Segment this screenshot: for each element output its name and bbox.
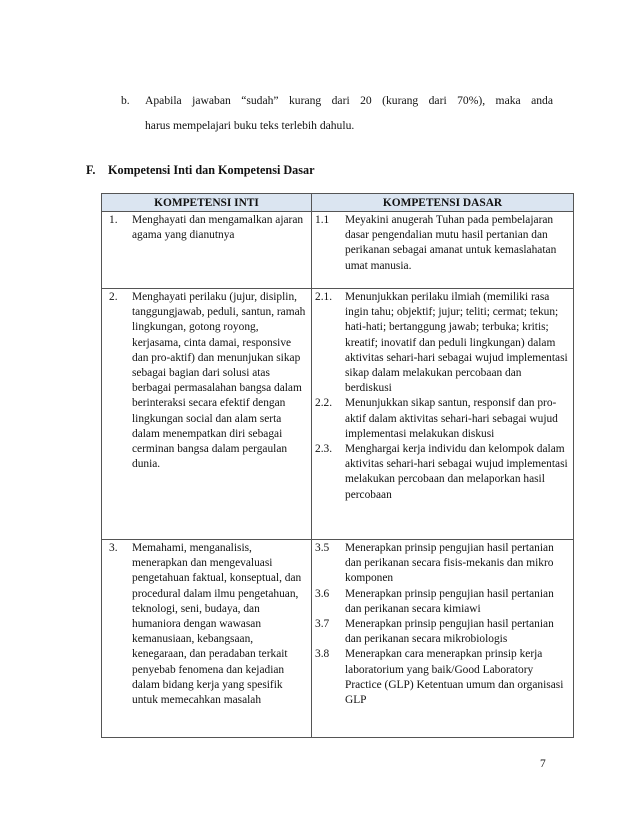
kd-cell	[312, 212, 574, 289]
kd-text: Menerapkan prinsip pengujian hasil pertanian dan perikanan secara fisis-mekanis dan mikro komponen	[345, 542, 554, 585]
kd-cell	[312, 540, 574, 738]
ki-text: Menghayati dan mengamalkan ajaran agama yang dianutnya	[132, 214, 304, 242]
kd-cell	[312, 289, 574, 540]
table-row	[102, 212, 574, 289]
section-letter: F.	[86, 163, 96, 177]
kd-number: 3.7	[315, 618, 330, 631]
instruction-line-2: harus mempelajari buku teks terlebih dahulu.	[145, 119, 355, 132]
kd-number: 2.1.	[315, 291, 333, 303]
ki-cell	[102, 540, 312, 738]
kd-number: 3.6	[315, 587, 330, 600]
item-label: b.	[121, 94, 130, 107]
kd-number: 2.2.	[315, 397, 333, 410]
kd-text: Menghargai kerja individu dan kelompok dalam aktivitas sehari-hari sebagai wujud implementasi melakukan percobaan dan melaporkan hasil percobaan	[345, 443, 568, 501]
ki-text: Menghayati perilaku (jujur, disiplin, tanggungjawab, peduli, santun, ramah lingkungan, gotong royong, kerjasama, cinta damai, responsive dan pro-aktif) dan menunjukan sikap sebagai bagian dari solusi atas berbagai permasalahan bangsa dalam berinteraksi secara efektif dengan lingkungan social dan alam serta dalam menempatkan diri sebagai cerminan bangsa dalam pergaulan dunia.	[132, 291, 306, 471]
ki-cell	[102, 212, 312, 289]
kd-number: 3.8	[315, 648, 330, 661]
kd-number: 3.5	[315, 542, 330, 554]
instruction-paragraph	[121, 88, 553, 138]
kd-number: 2.3.	[315, 443, 333, 456]
instruction-line-1: Apabila jawaban “sudah” kurang dari 20 (kurang dari 70%), maka anda	[145, 94, 553, 107]
kd-text: Menunjukkan sikap santun, responsif dan pro-aktif dalam aktivitas sehari-hari sebagai wujud implementasi melakukan diskusi	[345, 397, 558, 440]
ki-number: 2.	[109, 291, 118, 303]
kd-text: Menerapkan prinsip pengujian hasil pertanian dan perikanan secara mikrobiologis	[345, 618, 554, 646]
kd-text: Meyakini anugerah Tuhan pada pembelajaran dasar pengendalian mutu hasil pertanian dan perikanan sebagai amanat untuk kemaslahatan umat manusia.	[345, 214, 557, 272]
kd-text: Menerapkan prinsip pengujian hasil pertanian dan perikanan secara kimiawi	[345, 587, 554, 615]
ki-text: Memahami, menganalisis, menerapkan dan mengevaluasi pengetahuan faktual, konseptual, dan procedural dalam ilmu pengetahuan, teknologi, seni, budaya, dan humaniora dengan wawasan kemanusiaan, kebangsaan, kenegaraan, dan peradaban terkait penyebab fenomena dan kejadian dalam bidang kerja yang spesifik untuk memecahkan masalah	[132, 542, 302, 707]
header-kompetensi-inti: KOMPETENSI INTI	[102, 194, 312, 212]
kd-text: Menerapkan cara menerapkan prinsip kerja laboratorium yang baik/Good Laboratory Practice (GLP) Ketentuan umum dan organisasi GLP	[345, 648, 564, 707]
page-number: 7	[540, 758, 546, 770]
table-header-row	[102, 194, 574, 212]
table-row	[102, 540, 574, 738]
kd-text: Menunjukkan perilaku ilmiah (memiliki rasa ingin tahu; objektif; jujur; teliti; cermat; tekun; hati-hati; bertanggung jawab; terbuka; kritis; kreatif; inovatif dan peduli lingkungan) dalam aktivitas sehari-hari sebagai wujud implementasi sikap dalam melakukan percobaan dan berdiskusi	[345, 291, 568, 395]
table-row	[102, 289, 574, 540]
section-title: Kompetensi Inti dan Kompetensi Dasar	[108, 163, 315, 177]
ki-number: 3.	[109, 542, 118, 554]
ki-number: 1.	[109, 214, 118, 226]
competency-table	[101, 193, 574, 738]
ki-cell	[102, 289, 312, 540]
header-kompetensi-dasar: KOMPETENSI DASAR	[312, 194, 574, 212]
section-heading	[86, 163, 315, 178]
kd-number: 1.1	[315, 214, 330, 226]
